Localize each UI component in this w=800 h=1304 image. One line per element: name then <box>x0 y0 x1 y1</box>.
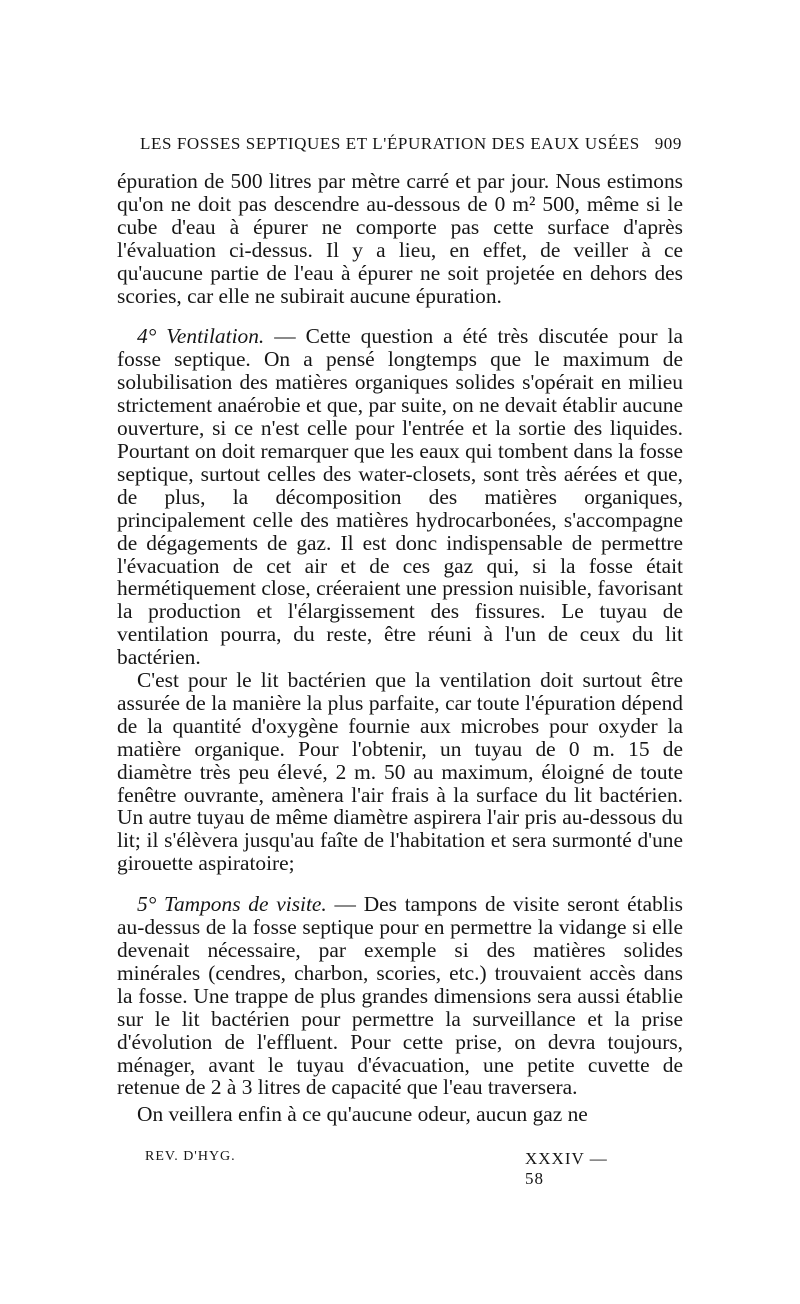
paragraph-1 <box>117 170 683 307</box>
paragraph-tampons <box>117 893 683 1099</box>
running-title: LES FOSSES SEPTIQUES ET L'ÉPURATION DES EAUX USÉES <box>140 134 640 153</box>
paragraph-lit-bacterien <box>117 669 683 875</box>
body-text <box>117 170 683 1126</box>
section-heading-tampons: 5° Tampons de visite. <box>137 892 327 917</box>
paragraph-final <box>117 1103 683 1126</box>
paragraph-ventilation-text: — Cette question a été très discutée pour la fosse septique. On a pensé longtemps que le maximum de solubilisation des matières organiques solides s'opérait en milieu strictement anaérobie et que, par suite, on ne devait établir aucune ouverture, si ce n'est celle pour l'entrée et la sortie des liquides. Pourtant on doit remarquer que les eaux qui tombent dans la fosse septique, surtout celles des water-closets, sont très aérées et que, de plus, la décomposition des matières organiques, principalement celle des matières hydrocarbonées, s'accompagne de dégagements de gaz. Il est donc indispensable de permettre l'évacuation de cet air et de ces gaz qui, si la fosse était hermétiquement close, créeraient une pression nuisible, favorisant la production et l'élargissement des fissures. Le tuyau de ventilation pourra, du reste, être réuni à l'un de ceux du lit bactérien. <box>117 324 683 670</box>
paragraph-tampons-text: — Des tampons de visite seront établis au-dessus de la fosse septique pour en permettre la vidange si elle devenait nécessaire, par exemple si des matières solides minérales (cendres, charbon, scories, etc.) trouvaient accès dans la fosse. Une trappe de plus grandes dimensions sera aussi établie sur le lit bactérien pour permettre la surveillance et la prise d'évolution de l'effluent. Pour cette prise, on devra toujours, ménager, avant le tuyau d'évacuation, une petite cuvette de retenue de 2 à 3 litres de capacité que l'eau traversera. <box>117 892 683 1100</box>
page-number: 909 <box>654 134 682 153</box>
signature-mark: XXXIV — 58 <box>525 1149 608 1188</box>
journal-abbreviation: REV. D'HYG. <box>145 1149 236 1164</box>
paragraph-ventilation <box>117 325 683 669</box>
section-heading-ventilation: 4° Ventilation. <box>137 324 265 349</box>
paragraph-lit-bacterien-text: C'est pour le lit bactérien que la ventilation doit surtout être assurée de la manière la plus parfaite, car toute l'épuration dépend de la quantité d'oxygène fournie aux microbes pour oxyder la matière organique. Pour l'obtenir, un tuyau de 0 m. 15 de diamètre très peu élevé, 2 m. 50 au maximum, éloigné de toute fenêtre ouvrante, amènera l'air frais à la surface du lit bactérien. Un autre tuyau de même diamètre aspirera l'air pris au-dessous du lit; il s'élèvera jusqu'au faîte de l'habitation et sera surmonté d'une girouette aspiratoire; <box>117 668 683 876</box>
paragraph-1-text: épuration de 500 litres par mètre carré et par jour. Nous estimons qu'on ne doit pas descendre au-dessous de 0 m² 500, même si le cube d'eau à épurer ne comporte pas cette surface d'après l'évaluation ci-dessus. Il y a lieu, en effet, de veiller à ce qu'aucune partie de l'eau à épurer ne soit projetée en dehors des scories, car elle ne subirait aucune épuration. <box>117 169 683 308</box>
paragraph-final-text: On veillera enfin à ce qu'aucune odeur, aucun gaz ne <box>137 1102 588 1127</box>
